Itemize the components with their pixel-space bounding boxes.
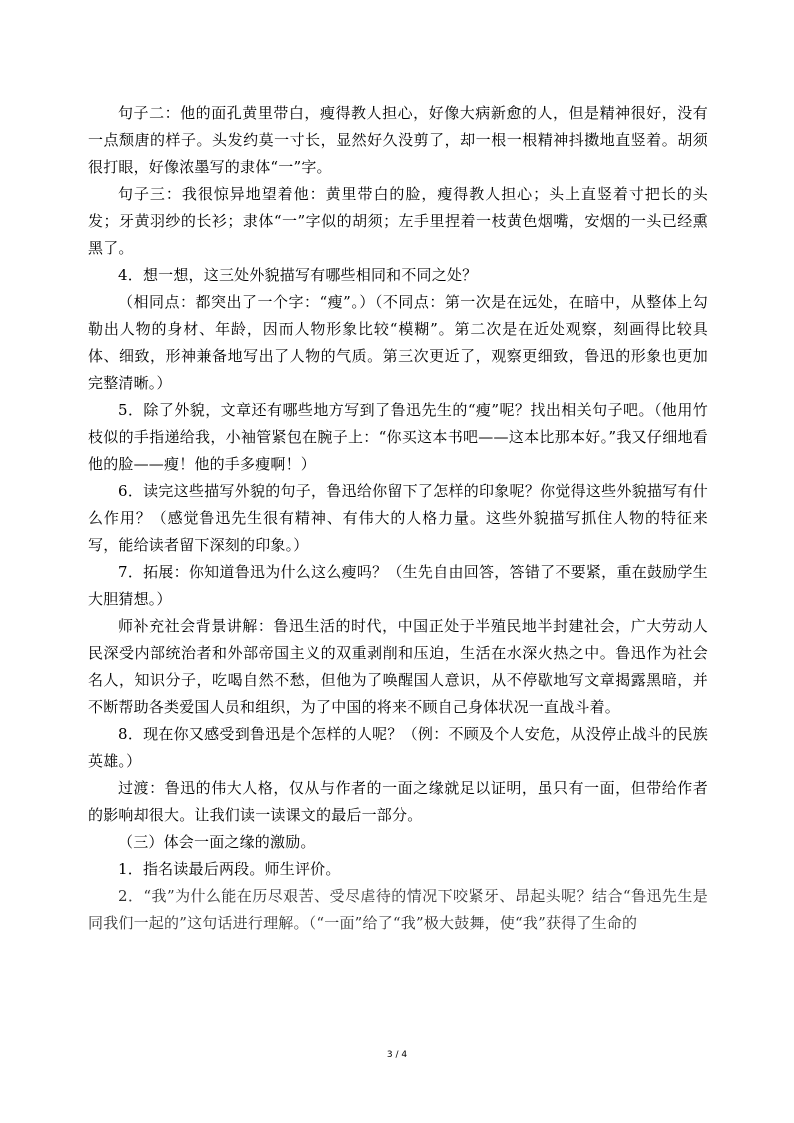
paragraph-question-6: 6．读完这些描写外貌的句子，鲁迅给你留下了怎样的印象呢？你觉得这些外貌描写有什么作用？（感觉鲁迅先生很有精神、有伟大的人格力量。这些外貌描写抓住人物的特征来写，能给读者留下深刻的印象。） bbox=[88, 482, 708, 554]
page-number: 3 / 4 bbox=[386, 1050, 408, 1060]
paragraph-sentence-three: 句子三：我很惊异地望着他：黄里带白的脸，瘦得教人担心；头上直竖着寸把长的头发；牙黄羽纱的长衫；隶体“一”字似的胡须；左手里捏着一枝黄色烟嘴，安烟的一头已经熏黑了。 bbox=[88, 185, 708, 257]
document-body bbox=[88, 100, 708, 937]
paragraph-question-8: 8．现在你又感受到鲁迅是个怎样的人呢？（例：不顾及个人安危，从没停止战斗的民族英雄。） bbox=[88, 725, 708, 770]
paragraph-item-2: 2．“我”为什么能在历尽艰苦、受尽虐待的情况下咬紧牙、昂起头呢？结合“鲁迅先生是同我们一起的”这句话进行理解。（“一面”给了“我”极大鼓舞，使“我”获得了生命的 bbox=[88, 887, 708, 932]
paragraph-answer-4: （相同点：都突出了一个字：“瘦”。）（不同点：第一次是在远处，在暗中，从整体上勾勒出人物的身材、年龄，因而人物形象比较“模糊”。第二次是在近处观察，刻画得比较具体、细致，形神兼备地写出了人物的气质。第三次更近了，观察更细致，鲁迅的形象也更加完整清晰。） bbox=[88, 293, 708, 392]
paragraph-item-1: 1．指名读最后两段。师生评价。 bbox=[118, 860, 341, 878]
section-heading-three: （三）体会一面之缘的激励。 bbox=[118, 833, 316, 851]
paragraph-sentence-two: 句子二：他的面孔黄里带白，瘦得教人担心，好像大病新愈的人，但是精神很好，没有一点颓唐的样子。头发约莫一寸长，显然好久没剪了，却一根一根精神抖擞地直竖着。胡须很打眼，好像浓墨写的隶体“一”字。 bbox=[88, 104, 708, 176]
paragraph-question-7: 7．拓展：你知道鲁迅为什么这么瘦吗？（生先自由回答，答错了不要紧，重在鼓励学生大胆猜想。） bbox=[88, 563, 708, 608]
paragraph-background: 师补充社会背景讲解：鲁迅生活的时代，中国正处于半殖民地半封建社会，广大劳动人民深受内部统治者和外部帝国主义的双重剥削和压迫，生活在水深火热之中。鲁迅作为社会名人，知识分子，吃喝自然不愁，但他为了唤醒国人意识，从不停歇地写文章揭露黑暗，并不断帮助各类爱国人员和组织，为了中国的将来不顾自己身体状况一直战斗着。 bbox=[88, 617, 708, 716]
paragraph-transition: 过渡：鲁迅的伟大人格，仅从与作者的一面之缘就足以证明，虽只有一面，但带给作者的影响却很大。让我们读一读课文的最后一部分。 bbox=[88, 779, 708, 824]
paragraph-question-5: 5．除了外貌，文章还有哪些地方写到了鲁迅先生的“瘦”呢？找出相关句子吧。（他用竹枝似的手指递给我，小袖管紧包在腕子上：“你买这本书吧——这本比那本好。”我又仔细地看他的脸——瘦！他的手多瘦啊！） bbox=[88, 401, 708, 473]
paragraph-question-4: 4．想一想，这三处外貌描写有哪些相同和不同之处？ bbox=[118, 266, 478, 284]
